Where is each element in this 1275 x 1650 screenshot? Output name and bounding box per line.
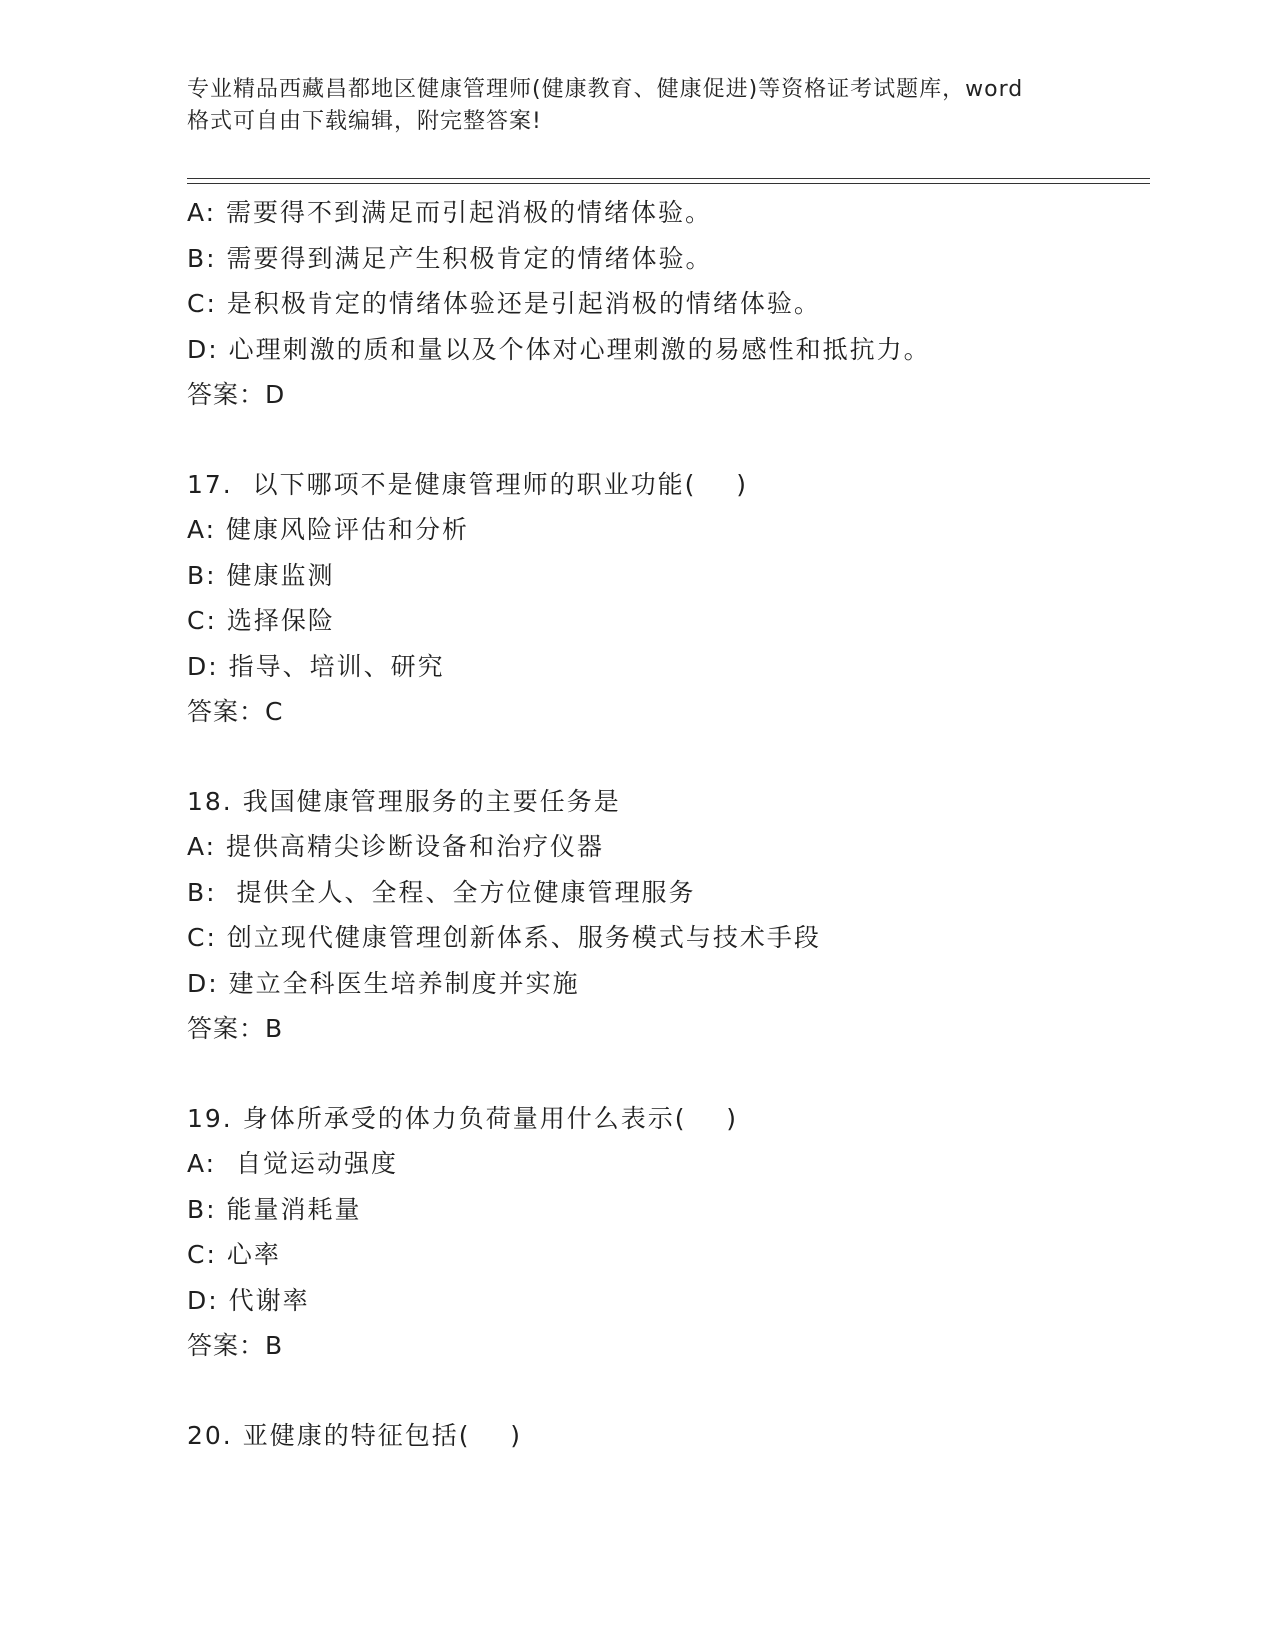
option-a: A: 自觉运动强度 xyxy=(187,1149,398,1178)
option-d: D: 建立全科医生培养制度并实施 xyxy=(187,968,580,998)
spacer xyxy=(187,1369,1150,1413)
option-b: B: 能量消耗量 xyxy=(187,1194,362,1224)
option-b: B: 提供全人、全程、全方位健康管理服务 xyxy=(187,877,696,907)
question-20 xyxy=(187,1413,1150,1459)
answer: 答案：B xyxy=(187,1014,284,1043)
answer: 答案：B xyxy=(187,1331,284,1360)
option-d: D: 心理刺激的质和量以及个体对心理刺激的易感性和抵抗力。 xyxy=(187,334,931,364)
question-17 xyxy=(187,462,1150,735)
option-a: A: 健康风险评估和分析 xyxy=(187,515,470,544)
option-b: B: 健康监测 xyxy=(187,560,335,590)
header-line-1: 专业精品西藏昌都地区健康管理师(健康教育、健康促进)等资格证考试题库，word xyxy=(187,77,1024,102)
option-a: A: 需要得不到满足而引起消极的情绪体验。 xyxy=(187,198,713,227)
page-header xyxy=(187,74,1097,138)
header-divider xyxy=(187,178,1150,184)
option-a: A: 提供高精尖诊断设备和治疗仪器 xyxy=(187,832,605,861)
question-text: 17. 以下哪项不是健康管理师的职业功能( ) xyxy=(187,469,748,499)
spacer xyxy=(187,418,1150,462)
spacer xyxy=(187,1052,1150,1096)
option-d: D: 指导、培训、研究 xyxy=(187,651,445,681)
option-c: C: 创立现代健康管理创新体系、服务模式与技术手段 xyxy=(187,923,821,952)
option-d: D: 代谢率 xyxy=(187,1285,310,1315)
question-text: 18. 我国健康管理服务的主要任务是 xyxy=(187,786,621,816)
option-c: C: 选择保险 xyxy=(187,606,335,635)
spacer xyxy=(187,735,1150,779)
question-18 xyxy=(187,779,1150,1052)
answer: 答案：D xyxy=(187,380,286,409)
question-text: 19. 身体所承受的体力负荷量用什么表示( ) xyxy=(187,1103,739,1133)
option-c: C: 心率 xyxy=(187,1240,281,1269)
option-c: C: 是积极肯定的情绪体验还是引起消极的情绪体验。 xyxy=(187,289,821,318)
header-line-2: 格式可自由下载编辑，附完整答案! xyxy=(187,109,542,134)
question-list xyxy=(187,190,1150,1458)
answer: 答案：C xyxy=(187,697,284,726)
question-text: 20. 亚健康的特征包括( ) xyxy=(187,1420,522,1450)
question-19 xyxy=(187,1096,1150,1369)
option-b: B: 需要得到满足产生积极肯定的情绪体验。 xyxy=(187,243,713,273)
question-16 xyxy=(187,190,1150,418)
